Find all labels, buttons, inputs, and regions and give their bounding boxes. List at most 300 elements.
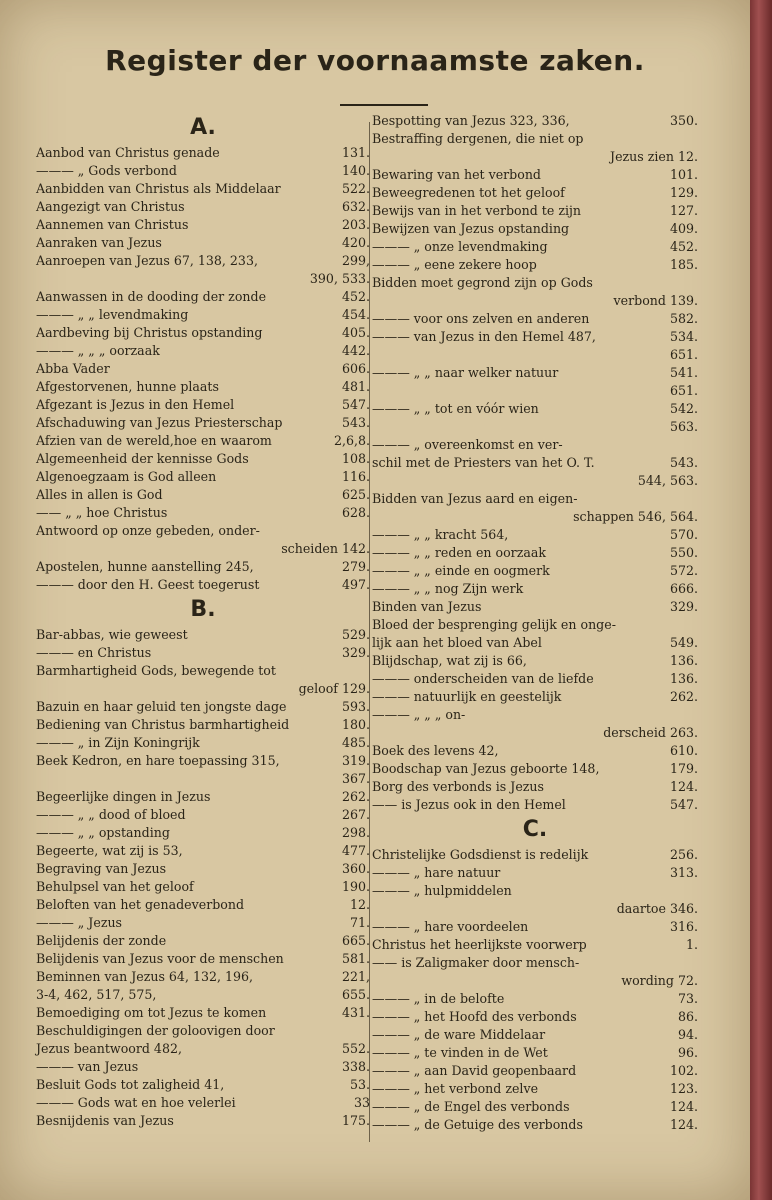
entry-term: Begeerte, wat zij is 53, xyxy=(36,843,183,858)
entry-pages: 350. xyxy=(669,113,698,128)
entry-term: Bewijs van in het verbond te zijn xyxy=(372,203,581,218)
index-entry xyxy=(372,472,698,490)
entry-term: Borg des verbonds is Jezus xyxy=(372,779,544,794)
entry-term: Aardbeving bij Christus opstanding xyxy=(36,325,263,340)
index-entry xyxy=(372,706,698,724)
entry-term: ——— door den H. Geest toegerust xyxy=(36,577,260,592)
entry-term: ——— en Christus xyxy=(36,645,152,660)
entry-pages: scheiden 142. xyxy=(281,541,370,556)
index-entry xyxy=(372,742,698,760)
entry-term: Beminnen van Jezus 64, 132, 196, xyxy=(36,969,254,984)
entry-term: Christus het heerlijkste voorwerp xyxy=(372,937,587,952)
index-entry xyxy=(36,504,370,522)
index-entry xyxy=(36,932,370,950)
entry-pages: 666. xyxy=(669,581,698,596)
entry-pages: 185. xyxy=(669,257,698,272)
entry-term: ——— „ „ tot en vóór wien xyxy=(372,401,539,416)
index-entry xyxy=(36,288,370,306)
entry-term: ——— „ de Getuige des verbonds xyxy=(372,1117,583,1132)
entry-term: ——— „ „ nog Zijn werk xyxy=(372,581,524,596)
entry-pages: 71. xyxy=(349,915,370,930)
entry-term: Alles in allen is God xyxy=(36,487,163,502)
entry-term: Afzien van de wereld,hoe en waarom xyxy=(36,433,272,448)
entry-term: Belijdenis der zonde xyxy=(36,933,167,948)
index-entry xyxy=(372,1098,698,1116)
index-entry xyxy=(372,900,698,918)
entry-pages: 316. xyxy=(669,919,698,934)
entry-term: ——— „ Jezus xyxy=(36,915,123,930)
entry-pages: 221, xyxy=(341,969,370,984)
entry-term: schil met de Priesters van het O. T. xyxy=(372,455,595,470)
entry-term: Aanwassen in de dooding der zonde xyxy=(36,289,267,304)
entry-pages: Jezus zien 12. xyxy=(610,149,698,164)
index-entry xyxy=(36,860,370,878)
entry-pages: 279. xyxy=(341,559,370,574)
entry-term: ——— „ het verbond zelve xyxy=(372,1081,539,1096)
entry-term: Bemoediging om tot Jezus te komen xyxy=(36,1005,267,1020)
entry-pages: 481. xyxy=(341,379,370,394)
entry-pages: 180. xyxy=(341,717,370,732)
entry-term: Aannemen van Christus xyxy=(36,217,189,232)
index-entry xyxy=(372,972,698,990)
entry-pages: 53. xyxy=(349,1077,370,1092)
entry-pages: 552. xyxy=(341,1041,370,1056)
left-column xyxy=(36,112,370,1130)
entry-pages: 547. xyxy=(341,397,370,412)
entry-term: Algenoegzaam is God alleen xyxy=(36,469,217,484)
index-entry xyxy=(36,486,370,504)
index-entry xyxy=(36,680,370,698)
entry-pages: 547. xyxy=(669,797,698,812)
entry-term: Apostelen, hunne aanstelling 245, xyxy=(36,559,254,574)
index-entry xyxy=(372,328,698,346)
entry-term: Bidden van Jezus aard en eigen- xyxy=(372,491,578,506)
entry-term: ——— „ hare voordeelen xyxy=(372,919,529,934)
entry-pages: schappen 546, 564. xyxy=(573,509,698,524)
entry-pages: 452. xyxy=(341,289,370,304)
entry-pages: 534. xyxy=(669,329,698,344)
entry-term: Beek Kedron, en hare toepassing 315, xyxy=(36,753,280,768)
title-rule xyxy=(340,104,428,106)
entry-pages: 541. xyxy=(669,365,698,380)
entry-pages: 124. xyxy=(669,1117,698,1132)
entry-term: —— is Jezus ook in den Hemel xyxy=(372,797,566,812)
entry-pages: 190. xyxy=(341,879,370,894)
index-entry xyxy=(372,688,698,706)
entry-pages: 33 xyxy=(353,1095,370,1110)
index-entry xyxy=(36,698,370,716)
index-entry xyxy=(372,490,698,508)
index-entry xyxy=(372,846,698,864)
index-entry xyxy=(372,796,698,814)
index-entry xyxy=(372,778,698,796)
index-entry xyxy=(36,414,370,432)
index-entry xyxy=(372,864,698,882)
entry-pages: 299, xyxy=(341,253,370,268)
entry-term: ——— „ „ dood of bloed xyxy=(36,807,186,822)
entry-pages: 431. xyxy=(341,1005,370,1020)
entry-term: Jezus beantwoord 482, xyxy=(36,1041,182,1056)
entry-term: ——— van Jezus in den Hemel 487, xyxy=(372,329,596,344)
index-entry xyxy=(372,954,698,972)
index-entry xyxy=(36,644,370,662)
entry-term: Aangezigt van Christus xyxy=(36,199,185,214)
index-entry xyxy=(36,1094,370,1112)
index-entry xyxy=(36,450,370,468)
entry-pages: 497. xyxy=(341,577,370,592)
index-entry xyxy=(36,144,370,162)
entry-pages: 632. xyxy=(341,199,370,214)
index-entry xyxy=(372,148,698,166)
index-entry xyxy=(36,180,370,198)
entry-pages: 179. xyxy=(669,761,698,776)
index-entry xyxy=(372,454,698,472)
index-entry xyxy=(36,342,370,360)
entry-term: ——— „ „ levendmaking xyxy=(36,307,189,322)
entry-pages: 136. xyxy=(669,671,698,686)
entry-pages: 625. xyxy=(341,487,370,502)
entry-term: Abba Vader xyxy=(36,361,110,376)
right-column xyxy=(372,112,698,1134)
entry-term: Begeerlijke dingen in Jezus xyxy=(36,789,211,804)
entry-pages: 256. xyxy=(669,847,698,862)
entry-term: ——— „ „ opstanding xyxy=(36,825,170,840)
index-entry xyxy=(372,112,698,130)
index-entry xyxy=(36,1058,370,1076)
index-entry xyxy=(372,508,698,526)
entry-pages: 452. xyxy=(669,239,698,254)
index-entry xyxy=(372,724,698,742)
entry-pages: 102. xyxy=(669,1063,698,1078)
entry-term: Bidden moet gegrond zijn op Gods xyxy=(372,275,593,290)
entry-term: ——— natuurlijk en geestelijk xyxy=(372,689,562,704)
entry-pages: 123. xyxy=(669,1081,698,1096)
entry-pages: 550. xyxy=(669,545,698,560)
index-entry xyxy=(372,346,698,364)
entry-term: Bloed der besprenging gelijk en onge- xyxy=(372,617,616,632)
entry-pages: 582. xyxy=(669,311,698,326)
entry-term: Bazuin en haar geluid ten jongste dage xyxy=(36,699,287,714)
entry-term: Belijdenis van Jezus voor de menschen xyxy=(36,951,284,966)
entry-pages: 420. xyxy=(341,235,370,250)
index-entry xyxy=(36,788,370,806)
index-entry xyxy=(372,238,698,256)
entry-pages: 203. xyxy=(341,217,370,232)
entry-term: Aanraken van Jezus xyxy=(36,235,162,250)
book-binding-edge xyxy=(750,0,772,1200)
entry-pages: 485. xyxy=(341,735,370,750)
entry-term: ——— „ het Hoofd des verbonds xyxy=(372,1009,577,1024)
entry-pages: verbond 139. xyxy=(613,293,698,308)
entry-pages: daartoe 346. xyxy=(616,901,698,916)
entry-term: Antwoord op onze gebeden, onder- xyxy=(36,523,260,538)
index-entry xyxy=(372,918,698,936)
index-entry xyxy=(372,580,698,598)
entry-term: ——— Gods wat en hoe velerlei xyxy=(36,1095,236,1110)
entry-term: Boek des levens 42, xyxy=(372,743,499,758)
index-entry xyxy=(36,324,370,342)
entry-pages: 319. xyxy=(341,753,370,768)
entry-term: ——— „ eene zekere hoop xyxy=(372,257,537,272)
entry-pages: 96. xyxy=(677,1045,698,1060)
entry-term: ——— „ overeenkomst en ver- xyxy=(372,437,563,452)
entry-pages: 131. xyxy=(341,145,370,160)
index-entry xyxy=(372,166,698,184)
entry-pages: 298. xyxy=(341,825,370,840)
index-entry xyxy=(36,162,370,180)
entry-pages: 124. xyxy=(669,779,698,794)
index-entry xyxy=(36,1022,370,1040)
entry-term: Bar-abbas, wie geweest xyxy=(36,627,188,642)
entry-term: ——— van Jezus xyxy=(36,1059,139,1074)
entry-term: ——— „ „ naar welker natuur xyxy=(372,365,559,380)
index-entry xyxy=(36,198,370,216)
entry-pages: 570. xyxy=(669,527,698,542)
entry-pages: 262. xyxy=(341,789,370,804)
entry-pages: 329. xyxy=(341,645,370,660)
index-entry xyxy=(36,968,370,986)
entry-pages: 665. xyxy=(341,933,370,948)
index-entry xyxy=(36,752,370,770)
index-entry xyxy=(36,234,370,252)
entry-pages: 610. xyxy=(669,743,698,758)
entry-term: Aanroepen van Jezus 67, 138, 233, xyxy=(36,253,258,268)
index-entry xyxy=(372,1044,698,1062)
entry-term: Barmhartigheid Gods, bewegende tot xyxy=(36,663,276,678)
index-entry xyxy=(372,670,698,688)
index-entry xyxy=(36,734,370,752)
index-entry xyxy=(36,558,370,576)
index-entry xyxy=(36,626,370,644)
index-entry xyxy=(372,616,698,634)
entry-term: ——— „ „ reden en oorzaak xyxy=(372,545,546,560)
index-entry xyxy=(36,432,370,450)
entry-term: Begraving van Jezus xyxy=(36,861,167,876)
entry-term: Beloften van het genadeverbond xyxy=(36,897,245,912)
entry-pages: 73. xyxy=(677,991,698,1006)
entry-term: ——— voor ons zelven en anderen xyxy=(372,311,590,326)
entry-pages: 262. xyxy=(669,689,698,704)
section-letter: A. xyxy=(190,115,216,140)
index-entry xyxy=(372,1062,698,1080)
entry-term: 3-4, 462, 517, 575, xyxy=(36,987,157,1002)
index-entry xyxy=(372,1008,698,1026)
entry-term: Beweegredenen tot het geloof xyxy=(372,185,565,200)
index-entry xyxy=(372,990,698,1008)
index-entry xyxy=(372,652,698,670)
entry-pages: 2,6,8. xyxy=(333,433,370,448)
entry-pages: 94. xyxy=(677,1027,698,1042)
entry-term: Bestraffing dergenen, die niet op xyxy=(372,131,584,146)
entry-pages: 563. xyxy=(669,419,698,434)
index-entry xyxy=(36,1112,370,1130)
entry-term: Aanbidden van Christus als Middelaar xyxy=(36,181,281,196)
entry-pages: 390, 533. xyxy=(309,271,370,286)
index-entry xyxy=(36,842,370,860)
index-entry xyxy=(372,544,698,562)
entry-pages: 651. xyxy=(669,383,698,398)
entry-term: ——— „ „ „ on- xyxy=(372,707,466,722)
entry-term: ——— „ de ware Middelaar xyxy=(372,1027,546,1042)
entry-term: Bespotting van Jezus 323, 336, xyxy=(372,113,570,128)
index-entry xyxy=(36,576,370,594)
index-entry xyxy=(36,522,370,540)
index-entry xyxy=(36,1004,370,1022)
entry-pages: 542. xyxy=(669,401,698,416)
entry-pages: 86. xyxy=(677,1009,698,1024)
entry-term: Blijdschap, wat zij is 66, xyxy=(372,653,527,668)
entry-term: ——— „ de Engel des verbonds xyxy=(372,1099,570,1114)
entry-pages: 543. xyxy=(669,455,698,470)
entry-pages: derscheid 263. xyxy=(603,725,698,740)
entry-term: Bewijzen van Jezus opstanding xyxy=(372,221,570,236)
index-entry xyxy=(36,914,370,932)
entry-pages: 338. xyxy=(341,1059,370,1074)
entry-pages: 549. xyxy=(669,635,698,650)
index-entry xyxy=(36,1076,370,1094)
entry-term: Afschaduwing van Jezus Priesterschap xyxy=(36,415,283,430)
index-entry xyxy=(372,562,698,580)
entry-term: Binden van Jezus xyxy=(372,599,482,614)
entry-pages: 409. xyxy=(669,221,698,236)
entry-term: ——— onderscheiden van de liefde xyxy=(372,671,594,686)
entry-pages: 442. xyxy=(341,343,370,358)
index-entry xyxy=(372,130,698,148)
index-entry xyxy=(36,770,370,788)
entry-pages: 544, 563. xyxy=(637,473,698,488)
entry-pages: 628. xyxy=(341,505,370,520)
entry-term: ——— „ onze levendmaking xyxy=(372,239,548,254)
entry-pages: 136. xyxy=(669,653,698,668)
index-entry xyxy=(36,716,370,734)
entry-pages: geloof 129. xyxy=(298,681,370,696)
entry-term: ——— „ hare natuur xyxy=(372,865,501,880)
index-entry xyxy=(372,400,698,418)
index-entry xyxy=(372,418,698,436)
entry-pages: 1. xyxy=(685,937,698,952)
entry-pages: 529. xyxy=(341,627,370,642)
entry-term: Beschuldigingen der goloovigen door xyxy=(36,1023,275,1038)
index-entry xyxy=(372,634,698,652)
entry-pages: 405. xyxy=(341,325,370,340)
entry-pages: 129. xyxy=(669,185,698,200)
entry-pages: 124. xyxy=(669,1099,698,1114)
index-entry xyxy=(36,824,370,842)
entry-term: lijk aan het bloed van Abel xyxy=(372,635,542,650)
index-entry xyxy=(36,950,370,968)
entry-pages: 101. xyxy=(669,167,698,182)
entry-pages: 606. xyxy=(341,361,370,376)
entry-term: Boodschap van Jezus geboorte 148, xyxy=(372,761,600,776)
entry-pages: 127. xyxy=(669,203,698,218)
entry-term: Bewaring van het verbond xyxy=(372,167,541,182)
entry-pages: 329. xyxy=(669,599,698,614)
entry-term: ——— „ „ kracht 564, xyxy=(372,527,509,542)
index-entry xyxy=(372,364,698,382)
index-entry xyxy=(372,256,698,274)
entry-term: Aanbod van Christus genade xyxy=(36,145,220,160)
index-entry xyxy=(372,1026,698,1044)
index-entry xyxy=(36,662,370,680)
entry-pages: 655. xyxy=(341,987,370,1002)
entry-term: Bediening van Christus barmhartigheid xyxy=(36,717,290,732)
index-entry xyxy=(372,220,698,238)
entry-term: Afgestorvenen, hunne plaats xyxy=(36,379,219,394)
entry-term: ——— „ „ „ oorzaak xyxy=(36,343,160,358)
index-entry xyxy=(372,598,698,616)
index-entry xyxy=(372,436,698,454)
entry-term: ——— „ in Zijn Koningrijk xyxy=(36,735,200,750)
entry-pages: 581. xyxy=(341,951,370,966)
entry-pages: 267. xyxy=(341,807,370,822)
entry-pages: 593. xyxy=(341,699,370,714)
index-entry xyxy=(36,360,370,378)
entry-pages: 175. xyxy=(341,1113,370,1128)
index-entry xyxy=(372,760,698,778)
entry-pages: 522. xyxy=(341,181,370,196)
entry-term: ——— „ aan David geopenbaard xyxy=(372,1063,577,1078)
page-title: Register der voornaamste zaken. xyxy=(105,44,645,77)
index-entry xyxy=(372,274,698,292)
entry-pages: 367. xyxy=(341,771,370,786)
entry-term: ——— „ in de belofte xyxy=(372,991,505,1006)
entry-pages: 360. xyxy=(341,861,370,876)
section-letter: C. xyxy=(522,817,548,842)
entry-term: ——— „ Gods verbond xyxy=(36,163,177,178)
entry-pages: 543. xyxy=(341,415,370,430)
index-entry xyxy=(372,1116,698,1134)
index-entry xyxy=(372,202,698,220)
entry-term: Afgezant is Jezus in den Hemel xyxy=(36,397,235,412)
entry-pages: 140. xyxy=(341,163,370,178)
index-entry xyxy=(372,1080,698,1098)
index-entry xyxy=(36,806,370,824)
index-entry xyxy=(36,540,370,558)
index-entry xyxy=(36,878,370,896)
index-entry xyxy=(36,252,370,270)
entry-term: ——— „ hulpmiddelen xyxy=(372,883,512,898)
entry-pages: wording 72. xyxy=(621,973,698,988)
entry-term: Behulpsel van het geloof xyxy=(36,879,194,894)
entry-pages: 313. xyxy=(669,865,698,880)
entry-term: Algemeenheid der kennisse Gods xyxy=(36,451,249,466)
entry-term: ——— „ „ einde en oogmerk xyxy=(372,563,550,578)
index-entry xyxy=(36,1040,370,1058)
index-entry xyxy=(372,936,698,954)
index-entry xyxy=(372,882,698,900)
index-entry xyxy=(372,382,698,400)
index-entry xyxy=(36,306,370,324)
index-entry xyxy=(36,396,370,414)
entry-term: Christelijke Godsdienst is redelijk xyxy=(372,847,589,862)
section-letter: B. xyxy=(190,597,216,622)
index-entry xyxy=(36,378,370,396)
entry-pages: 12. xyxy=(349,897,370,912)
entry-term: Besnijdenis van Jezus xyxy=(36,1113,174,1128)
entry-term: —— is Zaligmaker door mensch- xyxy=(372,955,580,970)
entry-pages: 108. xyxy=(341,451,370,466)
entry-pages: 572. xyxy=(669,563,698,578)
entry-pages: 454. xyxy=(341,307,370,322)
entry-pages: 477. xyxy=(341,843,370,858)
index-entry xyxy=(36,270,370,288)
index-entry xyxy=(36,468,370,486)
index-entry xyxy=(372,526,698,544)
entry-term: ——— „ te vinden in de Wet xyxy=(372,1045,548,1060)
index-entry xyxy=(36,896,370,914)
index-entry xyxy=(372,310,698,328)
index-entry xyxy=(372,292,698,310)
